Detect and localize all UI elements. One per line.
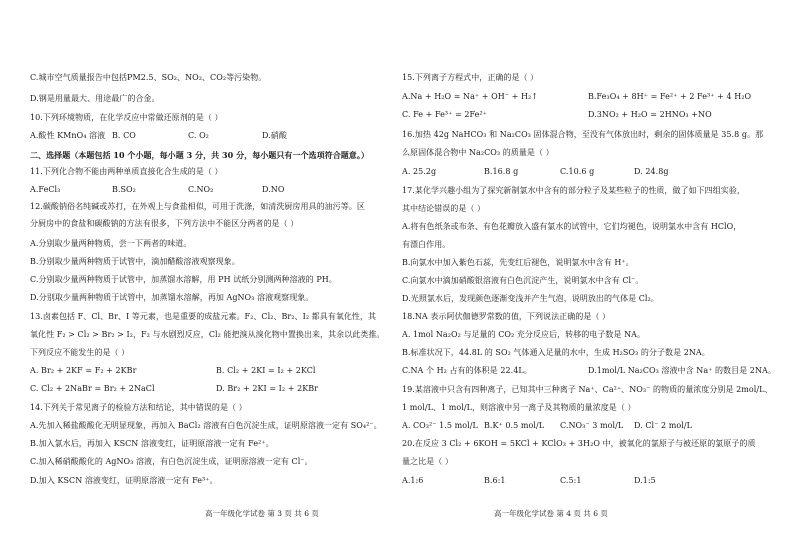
answer-option: A.Na + H₂O = Na⁺ + OH⁻ + H₂↑ bbox=[402, 92, 539, 101]
question-line: B.分别取少量两种物质于试管中，滴加醋酸溶液观察现象。 bbox=[30, 257, 240, 266]
question-line: 18.NA 表示阿伏伽德罗常数的值，下列说法正确的是（ ） bbox=[402, 312, 611, 321]
page-footer: 高一年级化学试卷 第 4 页 共 6 页 bbox=[494, 509, 608, 518]
question-line: 分厨房中的食盐和碳酸钠的方法有很多，下列方法中不能区分两者的是（ ） bbox=[30, 219, 299, 228]
question-line: 10.下列环境物质，在化学反应中常做还原剂的是（ ） bbox=[30, 113, 223, 122]
question-line: B.加入氯水后，再加入 KSCN 溶液变红，证明原溶液一定有 Fe²⁺。 bbox=[30, 439, 274, 448]
question-line: 19.某溶液中只含有四种离子，已知其中三种离子 Na⁺、Ca²⁺、NO₃⁻ 的物质的量浓度分别是 2mol/L、 bbox=[402, 385, 773, 394]
question-line: 么原固体混合物中 Na₂CO₃ 的质量是（ ） bbox=[402, 148, 554, 157]
question-line: 20.在反应 3 Cl₂ + 6KOH = 5KCl + KClO₃ + 3H₂O 中，被氧化的氯原子与被还原的氯原子的质 bbox=[402, 439, 756, 448]
question-line: D.钢是用量最大、用途最广的合金。 bbox=[30, 94, 160, 103]
question-line: D.光照氯水后，发现颜色逐渐变浅并产生气泡，说明放出的气体是 Cl₂。 bbox=[402, 294, 659, 303]
answer-option: C.NA 个 H₂ 占有的体积是 22.4L。 bbox=[402, 366, 532, 375]
question-line: 15.下列离子方程式中，正确的是（ ） bbox=[402, 73, 539, 82]
answer-option: A.1:6 bbox=[402, 476, 424, 485]
answer-option: C.NO₂ bbox=[188, 185, 214, 194]
question-line: 16.加热 42g NaHCO₃ 和 Na₂CO₃ 固体混合物，至没有气体放出时，剩余的固体质量是 35.8 g。那 bbox=[402, 130, 764, 139]
question-line: 氧化性 F₂ > Cl₂ > Br₂ > I₂，F₂ 与水剧烈反应，Cl₂ 能把溴从溴化物中置换出来，其余以此类推。 bbox=[30, 330, 385, 339]
answer-option: A.酸性 KMnO₄ 溶液 bbox=[30, 131, 106, 140]
answer-option: C.5:1 bbox=[560, 476, 582, 485]
question-line: 13.卤素包括 F、Cl、Br、I 等元素，也是重要的成盐元素。F₂、Cl₂、Br₂、I₂ 都具有氧化性，其 bbox=[30, 312, 377, 321]
question-line: D.分别取少量两种物质于试管中，加蒸馏水溶解，再加 AgNO₃ 溶液观察现象。 bbox=[30, 293, 314, 302]
answer-option: A. CO₃²⁻ 1.5 mol/L bbox=[402, 421, 478, 430]
page-footer: 高一年级化学试卷 第 3 页 共 6 页 bbox=[205, 509, 319, 518]
answer-option: B. CO bbox=[112, 131, 136, 140]
left-column bbox=[30, 0, 402, 560]
question-line: B.向氯水中加入紫色石蕊，先变红后褪色，说明氯水中含有 H⁺。 bbox=[402, 258, 634, 267]
right-column bbox=[402, 0, 774, 560]
question-line: 17.某化学兴趣小组为了探究新制氯水中含有的部分粒子及某些粒子的性质，做了如下四组实验， bbox=[402, 186, 745, 195]
answer-option: D. Br₂ + 2KI = I₂ + 2KBr bbox=[216, 384, 319, 393]
question-line: A.将有色纸条或布条、有色花瓣放入盛有氯水的试管中，它们均褪色，说明氯水中含有 HClO， bbox=[402, 222, 742, 231]
question-line: 14.下列关于常见离子的检验方法和结论，其中错误的是（ ） bbox=[30, 403, 247, 412]
answer-option: C. Fe + Fe³⁺ = 2Fe²⁺ bbox=[402, 110, 487, 119]
question-line: A.先加入稀盐酸酸化无明显现象，再加入 BaCl₂ 溶液有白色沉淀生成，证明原溶液一定有 SO₄²⁻。 bbox=[30, 421, 382, 430]
answer-option: A.FeCl₃ bbox=[30, 185, 61, 194]
question-line: C.城市空气质量报告中包括PM2.5、SO₂、NO₂、CO₂等污染物。 bbox=[30, 73, 267, 82]
answer-option: B. Cl₂ + 2KI = I₂ + 2KCl bbox=[216, 366, 316, 375]
question-line: 量之比是（ ） bbox=[402, 457, 453, 466]
answer-option: B.6:1 bbox=[484, 476, 506, 485]
question-line: 11.下列化合物不能由两种单质直接化合生成的是（ ） bbox=[30, 167, 223, 176]
answer-option: C.NO₃⁻ 3 mol/L bbox=[560, 421, 624, 430]
answer-option: B.Fe₃O₄ + 8H⁺ = Fe²⁺ + 2 Fe³⁺ + 4 H₂O bbox=[588, 92, 752, 101]
answer-option: B.K⁺ 0.5 mol/L bbox=[484, 421, 545, 430]
question-line: 二、选择题（本题包括 10 个小题，每小题 3 分，共 30 分，每小题只有一个选项符合题意。） bbox=[30, 150, 369, 160]
answer-option: D.NO bbox=[262, 185, 285, 194]
answer-option: A. 25.2g bbox=[402, 167, 437, 176]
question-line: C.向氯水中滴加硝酸银溶液有白色沉淀产生，说明氯水中含有 Cl⁻。 bbox=[402, 276, 644, 285]
question-line: 12.碳酸钠俗名纯碱或苏打，在外观上与食盐相似，可用于洗涤，如清洗厨房用具的油污等。区 bbox=[30, 202, 365, 211]
question-line: A.分别取少量两种物质，尝一下两者的味道。 bbox=[30, 239, 192, 248]
question-line: 有漂白作用。 bbox=[402, 240, 451, 249]
answer-option: D.1mol/L Na₂CO₃ 溶液中含 Na⁺ 的数目是 2NA。 bbox=[588, 366, 776, 375]
answer-option: C.10.6 g bbox=[560, 167, 595, 176]
answer-option: B.16.8 g bbox=[484, 167, 519, 176]
answer-option: A. Br₂ + 2KF = F₂ + 2KBr bbox=[30, 366, 137, 375]
question-line: D.加入 KSCN 溶液变红，证明原溶液一定有 Fe³⁺。 bbox=[30, 476, 218, 485]
answer-option: D.3NO₂ + H₂O = 2HNO₃ +NO bbox=[588, 110, 712, 119]
question-line: 其中结论错误的是（ ） bbox=[402, 204, 486, 213]
question-line: C.加入稀硝酸酸化的 AgNO₃ 溶液，有白色沉淀生成，证明原溶液一定有 Cl⁻。 bbox=[30, 457, 313, 466]
answer-option: D.1:5 bbox=[634, 476, 656, 485]
answer-option: D. 24.8g bbox=[634, 167, 669, 176]
question-line: C.分别取少量两种物质于试管中，加蒸馏水溶解，用 PH 试纸分别测两种溶液的 PH。 bbox=[30, 275, 337, 284]
answer-option: C. O₂ bbox=[188, 131, 209, 140]
question-line: A. 1mol Na₂O₂ 与足量的 CO₂ 充分反应后，转移的电子数是 NA。 bbox=[402, 330, 646, 339]
question-line: 下列反应不能发生的是（ ） bbox=[30, 348, 130, 357]
question-line: B.标准状况下，44.8L 的 SO₂ 气体通入足量的水中，生成 H₂SO₃ 的分子数是 2NA。 bbox=[402, 348, 710, 357]
answer-option: B.SO₂ bbox=[112, 185, 136, 194]
answer-option: D.硝酸 bbox=[262, 131, 287, 140]
answer-option: C. Cl₂ + 2NaBr = Br₂ + 2NaCl bbox=[30, 384, 155, 393]
answer-option: D. Cl⁻ 2 mol/L bbox=[634, 421, 692, 430]
question-line: 1 mol/L、1 mol/L，则溶液中另一离子及其物质的量浓度是（ ） bbox=[402, 403, 636, 412]
